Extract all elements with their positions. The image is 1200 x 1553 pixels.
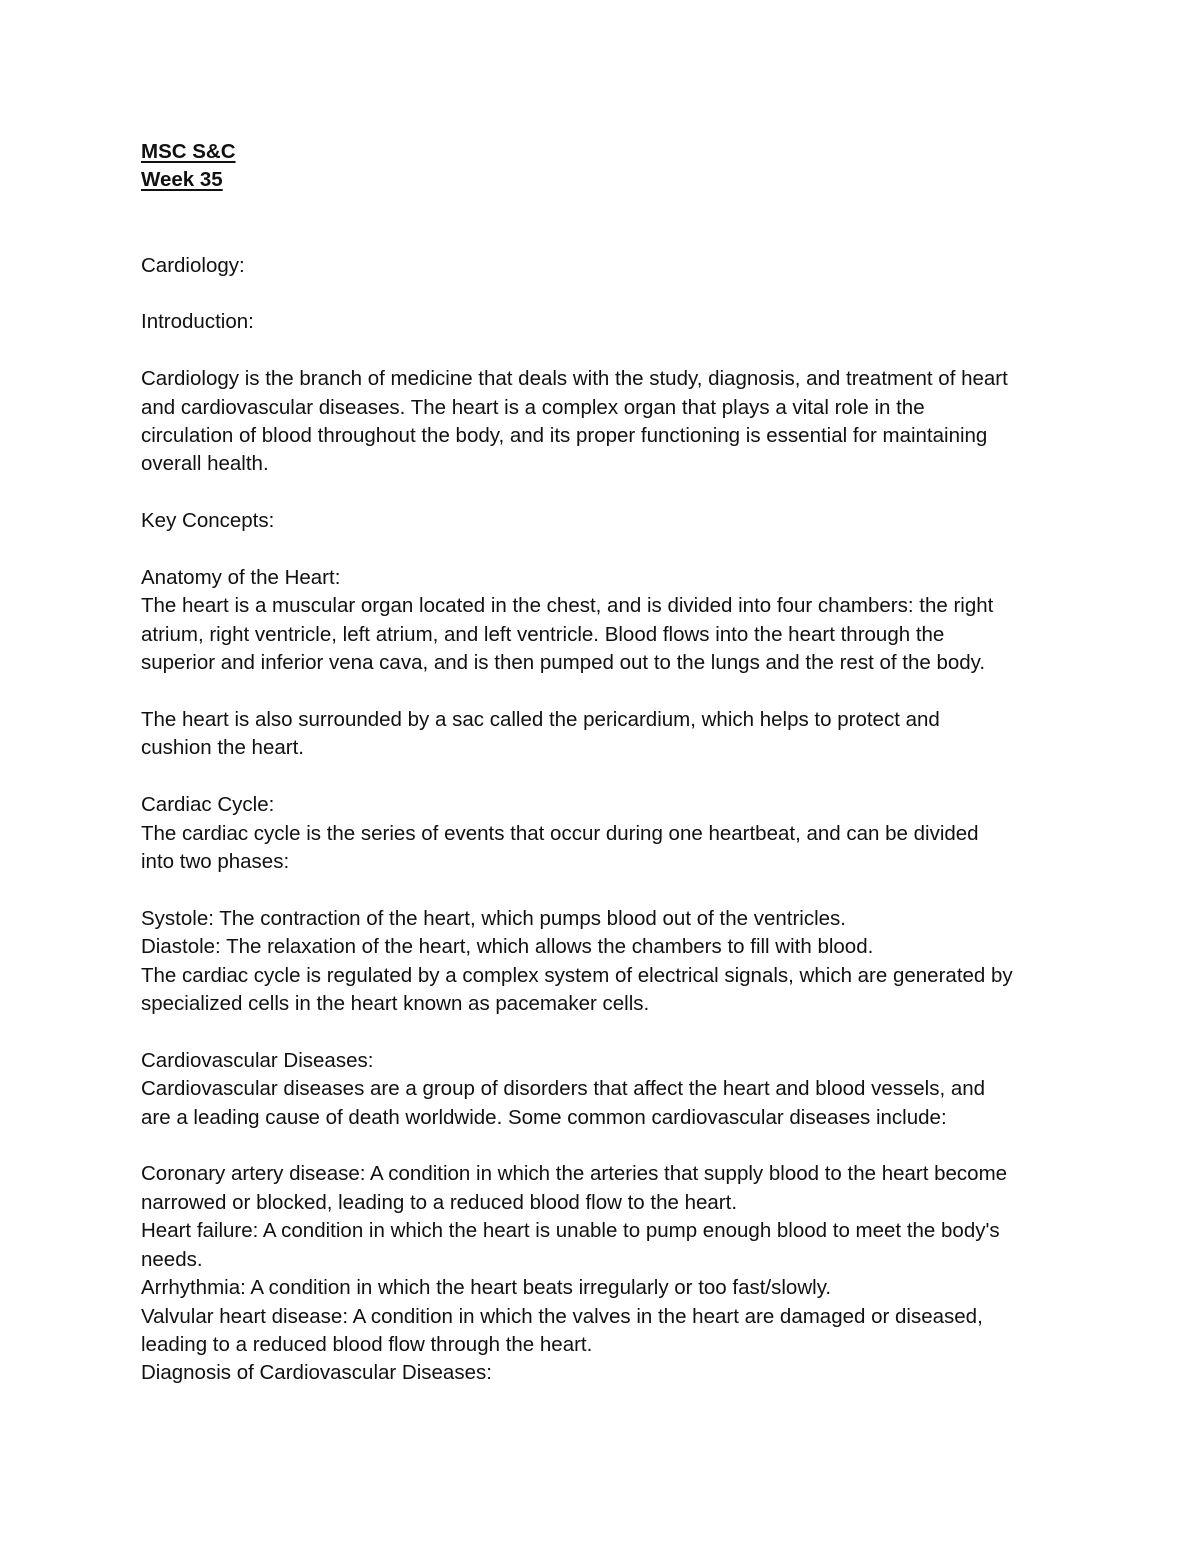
spacer [141, 1018, 1081, 1046]
cycle-line: into two phases: [141, 850, 290, 874]
phase-line: Systole: The contraction of the heart, which pumps blood out of the ventricles. [141, 906, 846, 930]
spacer [141, 1132, 1081, 1160]
spacer [141, 479, 1081, 507]
anatomy-line: The heart is a muscular organ located in the chest, and is divided into four chambers: the right [141, 594, 994, 618]
anatomy-heading: Anatomy of the Heart: [141, 566, 341, 590]
intro-line: circulation of blood throughout the body, and its proper functioning is essential for maintaining [141, 424, 988, 448]
anatomy-line: atrium, right ventricle, left atrium, and left ventricle. Blood flows into the heart through the [141, 622, 945, 646]
phase-line: Diastole: The relaxation of the heart, which allows the chambers to fill with blood. [141, 935, 874, 959]
pericardium-line: cushion the heart. [141, 736, 304, 760]
spacer [141, 195, 1081, 252]
spacer [141, 536, 1081, 564]
spacer [141, 280, 1081, 308]
intro-line: and cardiovascular diseases. The heart is a complex organ that plays a vital role in the [141, 395, 925, 419]
cycle-line: The cardiac cycle is the series of events that occur during one heartbeat, and can be divided [141, 821, 979, 845]
intro-line: Cardiology is the branch of medicine that deals with the study, diagnosis, and treatment of heart [141, 367, 1008, 391]
phase-line: specialized cells in the heart known as pacemaker cells. [141, 992, 650, 1016]
cvd-line: are a leading cause of death worldwide. Some common cardiovascular diseases include: [141, 1105, 947, 1129]
spacer [141, 763, 1081, 791]
disease-line: leading to a reduced blood flow through the heart. [141, 1332, 593, 1356]
diagnosis-heading: Diagnosis of Cardiovascular Diseases: [141, 1361, 492, 1385]
cycle-heading: Cardiac Cycle: [141, 793, 275, 817]
disease-line: needs. [141, 1247, 203, 1271]
pericardium-line: The heart is also surrounded by a sac called the pericardium, which helps to protect and [141, 708, 940, 732]
phase-line: The cardiac cycle is regulated by a complex system of electrical signals, which are generated by [141, 963, 1013, 987]
cvd-line: Cardiovascular diseases are a group of disorders that affect the heart and blood vessels, and [141, 1077, 986, 1101]
spacer [141, 337, 1081, 365]
spacer [141, 678, 1081, 706]
document-page [141, 138, 1081, 1388]
disease-line: Arrhythmia: A condition in which the heart beats irregularly or too fast/slowly. [141, 1276, 832, 1300]
key-concepts-heading: Key Concepts: [141, 509, 275, 533]
disease-line: Coronary artery disease: A condition in which the arteries that supply blood to the heart become [141, 1162, 1008, 1186]
intro-line: overall health. [141, 452, 269, 476]
cvd-heading: Cardiovascular Diseases: [141, 1048, 374, 1072]
intro-heading: Introduction: [141, 310, 254, 334]
disease-line: narrowed or blocked, leading to a reduced blood flow to the heart. [141, 1190, 738, 1214]
document-title: MSC S&C [141, 140, 236, 163]
disease-line: Heart failure: A condition in which the heart is unable to pump enough blood to meet the body's [141, 1219, 1000, 1243]
disease-line: Valvular heart disease: A condition in which the valves in the heart are damaged or diseased, [141, 1304, 983, 1328]
spacer [141, 876, 1081, 904]
week-label: Week 35 [141, 168, 223, 192]
anatomy-line: superior and inferior vena cava, and is then pumped out to the lungs and the rest of the body. [141, 651, 986, 675]
subject-heading: Cardiology: [141, 253, 245, 277]
